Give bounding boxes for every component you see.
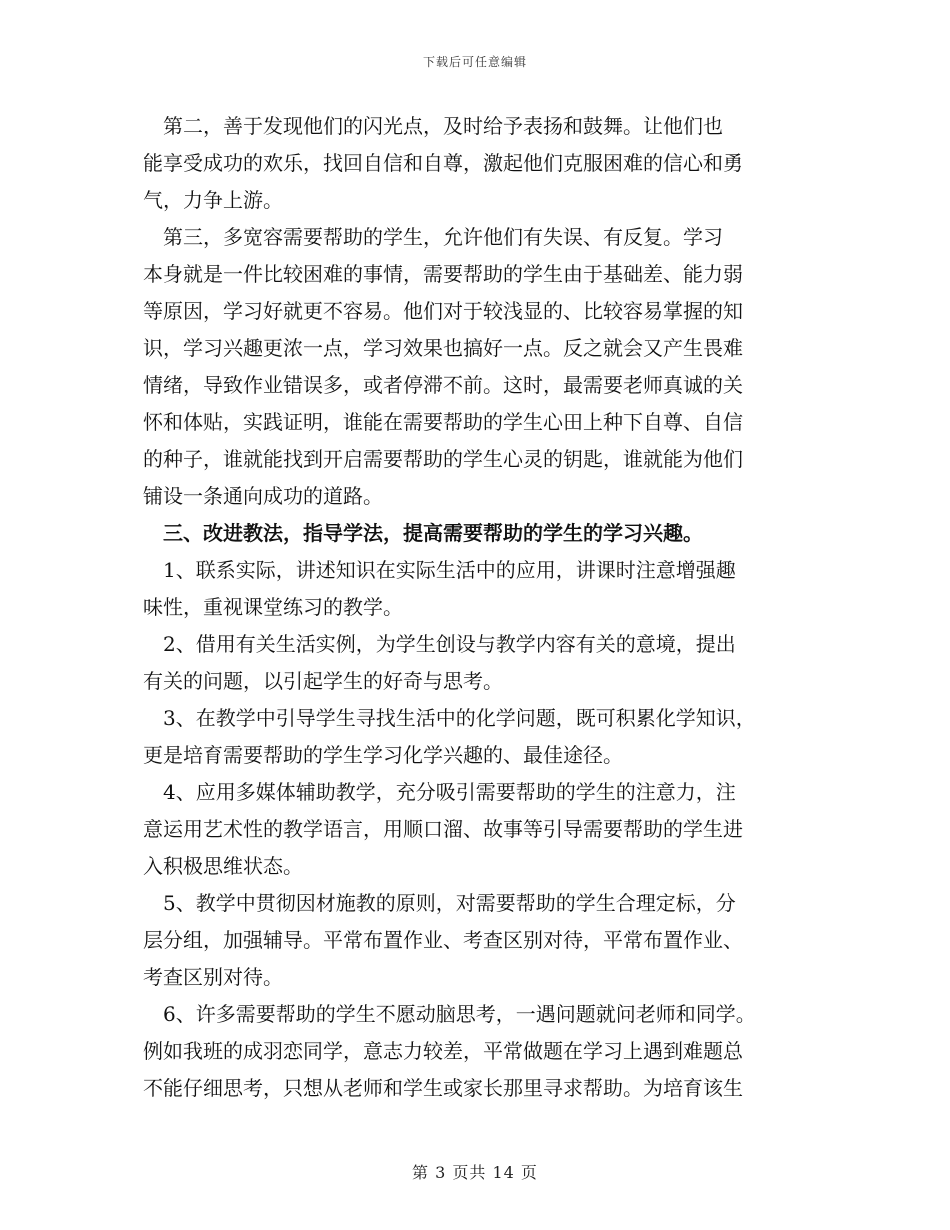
paragraph-line: 气，力争上游。 bbox=[143, 188, 283, 212]
paragraph-line: 更是培育需要帮助的学生学习化学兴趣的、最佳途径。 bbox=[143, 743, 623, 767]
paragraph-line: 第二，善于发现他们的闪光点，及时给予表扬和鼓舞。让他们也 bbox=[143, 114, 723, 138]
paragraph-line: 本身就是一件比较困难的事情，需要帮助的学生由于基础差、能力弱 bbox=[143, 262, 743, 286]
paragraph-line: 1、联系实际，讲述知识在实际生活中的应用，讲课时注意增强趣 bbox=[143, 558, 736, 582]
paragraph-line: 味性，重视课堂练习的教学。 bbox=[143, 595, 403, 619]
paragraph-line: 怀和体贴，实践证明，谁能在需要帮助的学生心田上种下自尊、自信 bbox=[143, 410, 743, 434]
paragraph-line: 6、许多需要帮助的学生不愿动脑思考，一遇问题就问老师和同学。 bbox=[143, 1002, 756, 1026]
paragraph-line: 有关的问题，以引起学生的好奇与思考。 bbox=[143, 669, 503, 693]
paragraph-line: 例如我班的成羽恋同学，意志力较差，平常做题在学习上遇到难题总 bbox=[143, 1039, 743, 1063]
paragraph-line: 层分组，加强辅导。平常布置作业、考查区别对待，平常布置作业、 bbox=[143, 928, 743, 952]
paragraph-line: 考查区别对待。 bbox=[143, 965, 283, 989]
paragraph-line: 识，学习兴趣更浓一点，学习效果也搞好一点。反之就会又产生畏难 bbox=[143, 336, 743, 360]
paragraph-line: 情绪，导致作业错误多，或者停滞不前。这时，最需要老师真诚的关 bbox=[143, 373, 743, 397]
paragraph-line: 5、教学中贯彻因材施教的原则，对需要帮助的学生合理定标，分 bbox=[143, 891, 736, 915]
paragraph-line: 等原因，学习好就更不容易。他们对于较浅显的、比较容易掌握的知 bbox=[143, 299, 743, 323]
section-heading: 三、改进教法，指导学法，提高需要帮助的学生的学习兴趣。 bbox=[143, 521, 703, 545]
paragraph-line: 3、在教学中引导学生寻找生活中的化学问题，既可积累化学知识， bbox=[143, 706, 756, 730]
paragraph-line: 第三，多宽容需要帮助的学生，允许他们有失误、有反复。学习 bbox=[143, 225, 723, 249]
page-header: 下载后可任意编辑 bbox=[422, 55, 527, 69]
paragraph-line: 不能仔细思考，只想从老师和学生或家长那里寻求帮助。为培育该生 bbox=[143, 1076, 743, 1100]
paragraph-line: 铺设一条通向成功的道路。 bbox=[143, 484, 383, 508]
paragraph-line: 的种子，谁就能找到开启需要帮助的学生心灵的钥匙，谁就能为他们 bbox=[143, 447, 743, 471]
paragraph-line: 入积极思维状态。 bbox=[143, 854, 303, 878]
paragraph-line: 4、应用多媒体辅助教学，充分吸引需要帮助的学生的注意力，注 bbox=[143, 780, 736, 804]
paragraph-line: 能享受成功的欢乐，找回自信和自尊，激起他们克服困难的信心和勇 bbox=[143, 151, 743, 175]
page-number: 第 3 页共 14 页 bbox=[412, 1163, 538, 1182]
paragraph-line: 2、借用有关生活实例，为学生创设与教学内容有关的意境，提出 bbox=[143, 632, 736, 656]
paragraph-line: 意运用艺术性的教学语言，用顺口溜、故事等引导需要帮助的学生进 bbox=[143, 817, 743, 841]
